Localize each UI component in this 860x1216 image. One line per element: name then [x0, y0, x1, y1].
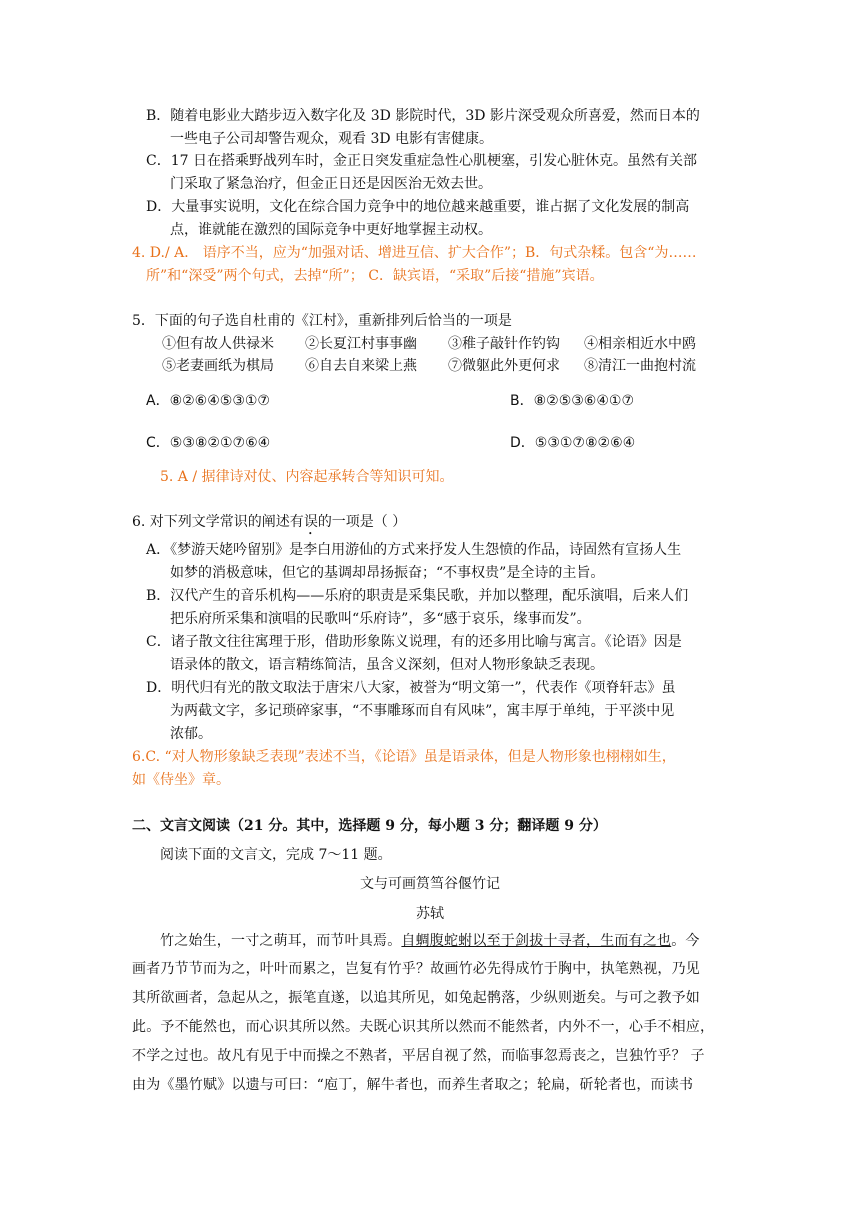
q4-option-c-line1: C．17 日在搭乘野战列车时，金正日突发重症急性心肌梗塞，引发心脏休克。虽然有关部: [146, 153, 697, 169]
passage-underlined-sentence: 自蜩腹蛇蚹以至于剑拔十寻者，生而有之也: [401, 933, 672, 949]
q5-item-2: ②长夏江村事事幽: [305, 336, 417, 352]
passage-line-1-pre: 竹之始生，一寸之萌耳，而节叶具焉。: [160, 933, 402, 949]
q4-answer-line2: 所”和“深受”两个句式，去掉“所”； C．缺宾语，“采取”后接“措施”宾语。: [146, 268, 604, 284]
passage-line-3: 其所欲画者，急起从之，振笔直遂，以追其所见，如兔起鹘落，少纵则逝矣。与可之教予如: [132, 990, 700, 1006]
q5-item-7: ⑦微躯此外更何求: [448, 358, 560, 374]
q4-option-c-line2: 门采取了紧急治疗，但金正日还是因医治无效去世。: [170, 176, 492, 192]
q5-option-d: D．⑤③①⑦⑧②⑥④: [510, 435, 636, 451]
q6-option-a-line1: A．《梦游天姥吟留别》是李白用游仙的方式来抒发人生怨愤的作品，诗固然有宣扬人生: [146, 542, 682, 558]
q5-stem: 5．下面的句子选自杜甫的《江村》，重新排列后恰当的一项是: [132, 313, 512, 329]
q6-stem-post: 的一项是（ ）: [317, 514, 407, 530]
passage-line-4: 此。予不能然也，而心识其所以然。夫既心识其所以然而不能然者，内外不一，心手不相应，: [132, 1019, 715, 1035]
q6-stem: [132, 511, 406, 538]
q6-option-d-line1: D．明代归有光的散文取法于唐宋八大家，被誉为“明文第一”，代表作《项脊轩志》虽: [146, 680, 676, 696]
q5-item-5: ⑤老妻画纸为棋局: [162, 358, 274, 374]
passage-title: 文与可画筼筜谷偃竹记: [360, 876, 500, 892]
q5-option-c: C．⑤③⑧②①⑦⑥④: [146, 435, 271, 451]
q5-item-3: ③稚子敲针作钓钩: [448, 336, 560, 352]
q5-item-4: ④相亲相近水中鸥: [584, 336, 696, 352]
passage-line-6: 由为《墨竹赋》以遗与可曰：“庖丁，解牛者也，而养生者取之；轮扁，斫轮者也，而读书: [132, 1077, 694, 1093]
q5-item-1: ①但有故人供禄米: [162, 336, 274, 352]
q6-option-a-line2: 如梦的消极意味，但它的基调却昂扬振奋；“不事权贵”是全诗的主旨。: [170, 565, 605, 581]
passage-line-5: 不学之过也。故凡有见于中而操之不熟者，平居自视了然，而临事忽焉丧之，岂独竹乎？ 子: [132, 1048, 705, 1064]
q6-answer-line2: 如《侍坐》章。: [132, 772, 230, 788]
section-heading: 二、文言文阅读（21 分。其中，选择题 9 分，每小题 3 分；翻译题 9 分）: [132, 818, 607, 834]
q6-option-b-line1: B．汉代产生的音乐机构——乐府的职责是采集民歌，并加以整理，配乐演唱，后来人们: [146, 588, 689, 604]
passage-line-1-post: 。今: [671, 933, 700, 949]
q5-item-8: ⑧清江一曲抱村流: [584, 358, 696, 374]
q6-option-d-line2: 为两截文字，多记琐碎家事，“不事雕琢而自有风味”，寓丰厚于单纯，于平淡中见: [170, 703, 675, 719]
q5-option-a: A．⑧②⑥④⑤③①⑦: [146, 393, 270, 409]
q5-option-b: B．⑧②⑤③⑥④①⑦: [510, 393, 635, 409]
passage-author: 苏轼: [416, 906, 444, 922]
section-intro: 阅读下面的文言文，完成 7～11 题。: [160, 847, 392, 863]
q6-answer-line1: 6.C. “对人物形象缺乏表现”表述不当，《论语》虽是语录体，但是人物形象也栩栩如生，: [132, 749, 676, 765]
q4-answer-line1: 4. D./ A． 语序不当，应为“加强对话、增进互信、扩大合作”；B．句式杂糅。包含“为……: [132, 245, 697, 261]
passage-line-2: 画者乃节节而为之，叶叶而累之，岂复有竹乎？故画竹必先得成竹于胸中，执笔熟视，乃见: [132, 961, 700, 977]
q4-option-d-line1: D．大量事实说明，文化在综合国力竞争中的地位越来越重要，谁占据了文化发展的制高: [146, 199, 690, 215]
q4-option-b-line2: 一些电子公司却警告观众，观看 3D 电影有害健康。: [170, 131, 494, 147]
q5-item-6: ⑥自去自来梁上燕: [305, 358, 417, 374]
q6-option-c-line1: C．诸子散文往往寓理于形，借助形象陈义说理，有的还多用比喻与寓言。《论语》因是: [146, 634, 682, 650]
q6-stem-pre: 6. 对下列文学常识的阐述有: [132, 514, 304, 530]
q6-stem-emphasis: 误: [303, 514, 318, 530]
q4-option-b-line1: B．随着电影业大踏步迈入数字化及 3D 影院时代，3D 影片深受观众所喜爱，然而日本的: [146, 108, 700, 124]
q5-answer: 5. A / 据律诗对仗、内容起承转合等知识可知。: [160, 469, 454, 485]
q4-option-d-line2: 点，谁就能在激烈的国际竞争中更好地掌握主动权。: [170, 222, 492, 238]
q6-option-c-line2: 语录体的散文，语言精练简洁，虽含义深刻，但对人物形象缺乏表现。: [170, 657, 604, 673]
q6-option-b-line2: 把乐府所采集和演唱的民歌叫“乐府诗”，多“感于哀乐，缘事而发”。: [170, 611, 591, 627]
passage-line-1: [160, 930, 700, 952]
q6-option-d-line3: 浓郁。: [170, 726, 212, 742]
